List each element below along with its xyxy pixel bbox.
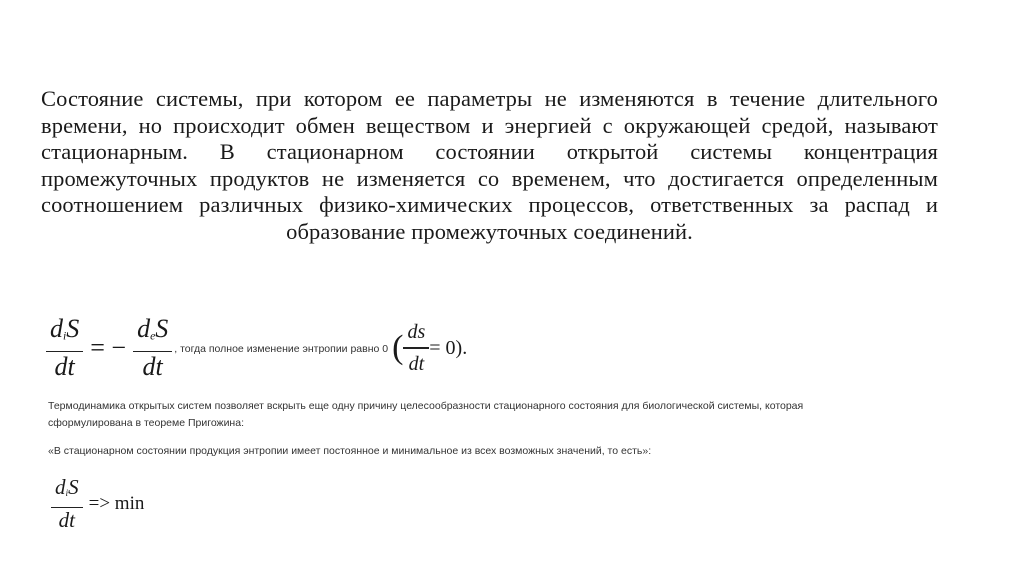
main-paragraph: Состояние системы, при котором ее параметры не изменяются в течение длительного времени, но происходит обмен веществом и энергией с окружающей средой, называют стационарным. В стационарном состоянии открытой системы концентрация промежуточных продуктов не изменяется со временем, что достигается определенным соотношением различных физико-химических процессов, ответственных за распад и образование промежуточных соединений.	[41, 86, 938, 244]
lhs-denominator: dt	[54, 352, 75, 382]
rhs-denominator: dt	[142, 352, 163, 382]
ds-dt-fraction	[403, 317, 429, 378]
eq2-denominator: dt	[58, 508, 75, 533]
lhs-d: d	[50, 313, 63, 343]
equals-minus: = −	[90, 333, 127, 362]
entropy-note: , тогда полное изменение энтропии равно 0	[174, 343, 389, 355]
eq2-subscript: i	[65, 488, 69, 499]
rhs-d: d	[137, 313, 151, 343]
entropy-balance-equation	[46, 313, 467, 383]
open-paren: (	[392, 329, 404, 366]
thermodynamics-paragraph: Термодинамика открытых систем позволяет вскрыть еще одну причину целесообразности стационарного состояния для биологической системы, которая сформулирована в теореме Пригожина:	[48, 400, 804, 429]
rhs-S: S	[155, 313, 169, 343]
internal-entropy-fraction	[46, 314, 83, 383]
rhs-subscript: e	[150, 328, 156, 342]
eq2-S: S	[68, 474, 79, 499]
eq2-d: d	[55, 474, 66, 499]
ds-numerator: ds	[407, 321, 426, 344]
prigogine-quote: «В стационарном состоянии продукция энтропии имеет постоянное и минимальное из всех возможных значений, то есть»:	[48, 445, 652, 457]
ds-denominator: dt	[408, 352, 425, 375]
lhs-S: S	[66, 313, 80, 343]
lhs-subscript: i	[63, 328, 67, 342]
external-entropy-fraction	[133, 314, 172, 383]
entropy-production-fraction	[51, 475, 83, 533]
min-entropy-equation	[51, 474, 144, 534]
equals-zero: = 0).	[429, 336, 468, 359]
tends-to-min: => min	[88, 493, 145, 514]
